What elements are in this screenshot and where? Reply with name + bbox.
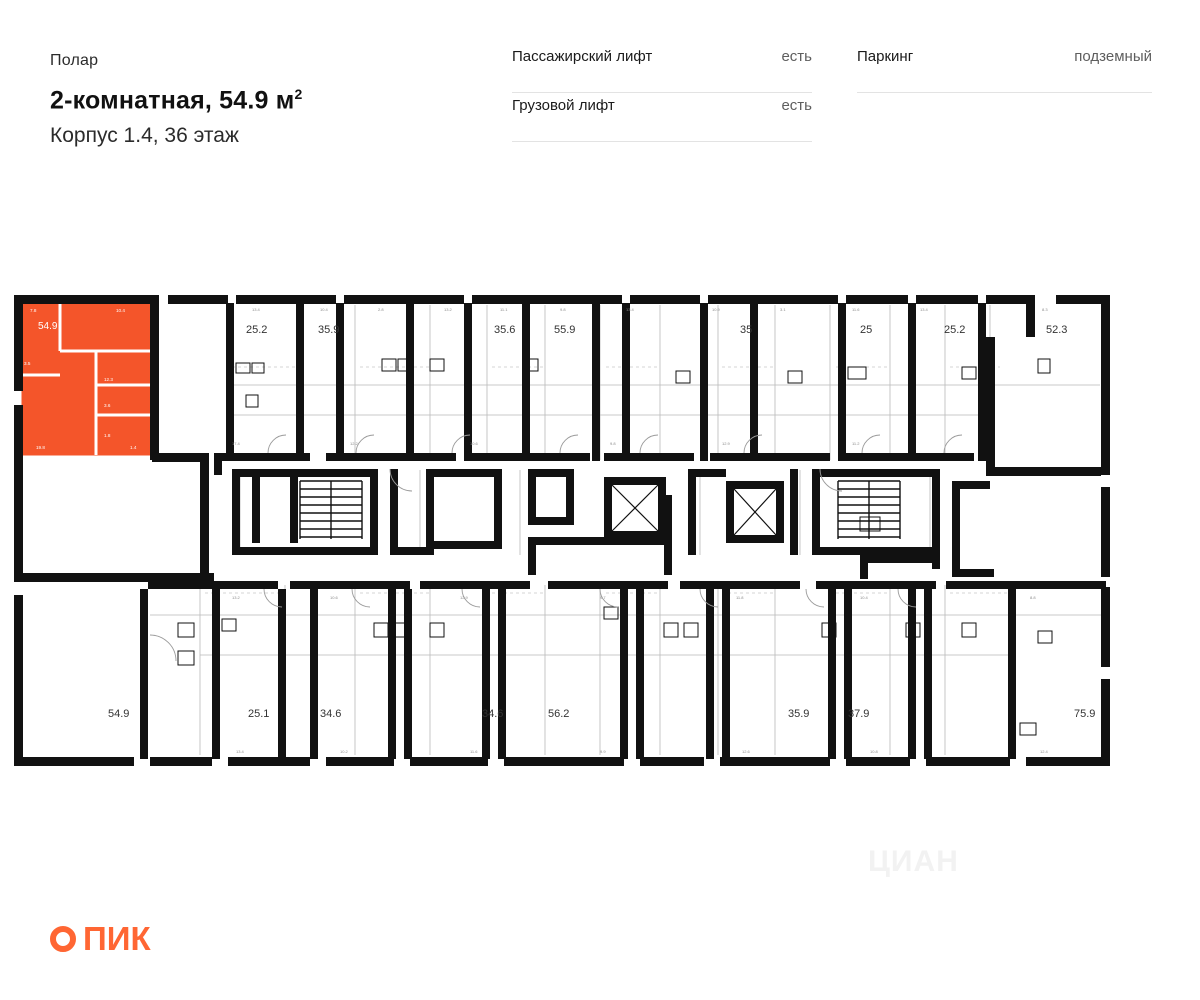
- project-name: Полар: [50, 52, 99, 69]
- svg-text:10.9: 10.9: [712, 307, 720, 312]
- spec-key: Пассажирский лифт: [512, 48, 653, 65]
- area-label: 54.9: [108, 708, 130, 720]
- page-title-text: 2-комнатная, 54.9 м: [50, 86, 295, 115]
- svg-text:12.2: 12.2: [350, 441, 358, 446]
- spec-value: есть: [781, 97, 812, 114]
- highlight-area-label: 54.9: [38, 321, 58, 332]
- svg-text:13.4: 13.4: [252, 307, 260, 312]
- floor-plan-svg: [0, 255, 1200, 875]
- dim-label: 3.6: [104, 403, 111, 408]
- svg-text:12.9: 12.9: [460, 595, 468, 600]
- svg-text:10.4: 10.4: [320, 307, 328, 312]
- svg-text:10.6: 10.6: [330, 595, 338, 600]
- area-label: 34.6: [320, 708, 342, 720]
- dim-label: 12.3: [104, 377, 113, 382]
- area-label: 52.3: [1046, 324, 1068, 336]
- spec-key: Паркинг: [857, 48, 914, 65]
- area-label: 25: [860, 324, 873, 336]
- svg-text:10.2: 10.2: [340, 749, 348, 754]
- svg-text:12.9: 12.9: [722, 441, 730, 446]
- area-label: 56.2: [548, 708, 570, 720]
- svg-text:8.8: 8.8: [1030, 595, 1036, 600]
- svg-text:13.4: 13.4: [920, 307, 928, 312]
- svg-text:11.2: 11.2: [852, 441, 860, 446]
- dim-label: 3.5: [24, 361, 31, 366]
- dim-label: 1.4: [130, 445, 137, 450]
- spec-value: есть: [781, 48, 812, 65]
- watermark: ЦИАН: [868, 845, 959, 878]
- spec-row: [512, 44, 812, 93]
- svg-text:11.1: 11.1: [500, 307, 508, 312]
- logo-circle-icon: [50, 926, 76, 952]
- area-label: 37.9: [848, 708, 870, 720]
- specs-column-left: [512, 44, 812, 142]
- svg-text:13.2: 13.2: [232, 595, 240, 600]
- area-label: 25.2: [944, 324, 966, 336]
- company-logo[interactable]: [50, 922, 151, 955]
- svg-text:9.8: 9.8: [610, 441, 616, 446]
- svg-text:11.8: 11.8: [736, 595, 744, 600]
- floor-plan: [0, 255, 1200, 875]
- svg-text:8.3: 8.3: [1042, 307, 1048, 312]
- svg-text:13.4: 13.4: [236, 749, 244, 754]
- page-header: [0, 0, 1200, 175]
- area-label: 35.9: [788, 708, 810, 720]
- area-label: 25.1: [248, 708, 270, 720]
- area-label: 34.6: [482, 708, 504, 720]
- area-label: 35.6: [494, 324, 516, 336]
- svg-text:11.6: 11.6: [470, 749, 478, 754]
- page-title: [50, 86, 302, 115]
- svg-text:10.4: 10.4: [860, 595, 868, 600]
- svg-text:10.8: 10.8: [870, 749, 878, 754]
- area-label: 35.9: [318, 324, 340, 336]
- dim-label: 10.4: [116, 308, 125, 313]
- page-subtitle: Корпус 1.4, 36 этаж: [50, 124, 239, 147]
- svg-text:9.8: 9.8: [560, 307, 566, 312]
- spec-key: Грузовой лифт: [512, 97, 615, 114]
- svg-text:10.6: 10.6: [470, 441, 478, 446]
- logo-text: ПИК: [83, 920, 151, 957]
- plan-structural-walls: [14, 295, 1110, 766]
- spec-row: [512, 93, 812, 142]
- area-label: 25.2: [246, 324, 268, 336]
- svg-text:2.8: 2.8: [378, 307, 384, 312]
- dim-label: 1.8: [104, 433, 111, 438]
- dim-label: 19.8: [36, 445, 45, 450]
- spec-row-spacer: [857, 93, 1152, 141]
- svg-text:12.6: 12.6: [742, 749, 750, 754]
- svg-text:11.6: 11.6: [852, 307, 860, 312]
- svg-text:9.9: 9.9: [600, 749, 606, 754]
- page-title-superscript: 2: [294, 86, 303, 102]
- specs-column-right: [857, 44, 1152, 141]
- svg-text:12.4: 12.4: [1040, 749, 1048, 754]
- spec-value: подземный: [1074, 48, 1152, 65]
- spec-row: [857, 44, 1152, 93]
- highlighted-apartment[interactable]: [22, 299, 152, 455]
- svg-text:17.4: 17.4: [232, 441, 240, 446]
- svg-text:13.4: 13.4: [626, 307, 634, 312]
- area-label: 75.9: [1074, 708, 1096, 720]
- area-label: 35: [740, 324, 753, 336]
- svg-text:13.2: 13.2: [444, 307, 452, 312]
- dim-label: 7.8: [30, 308, 37, 313]
- svg-text:9.7: 9.7: [600, 595, 606, 600]
- svg-text:3.1: 3.1: [780, 307, 786, 312]
- area-label: 55.9: [554, 324, 576, 336]
